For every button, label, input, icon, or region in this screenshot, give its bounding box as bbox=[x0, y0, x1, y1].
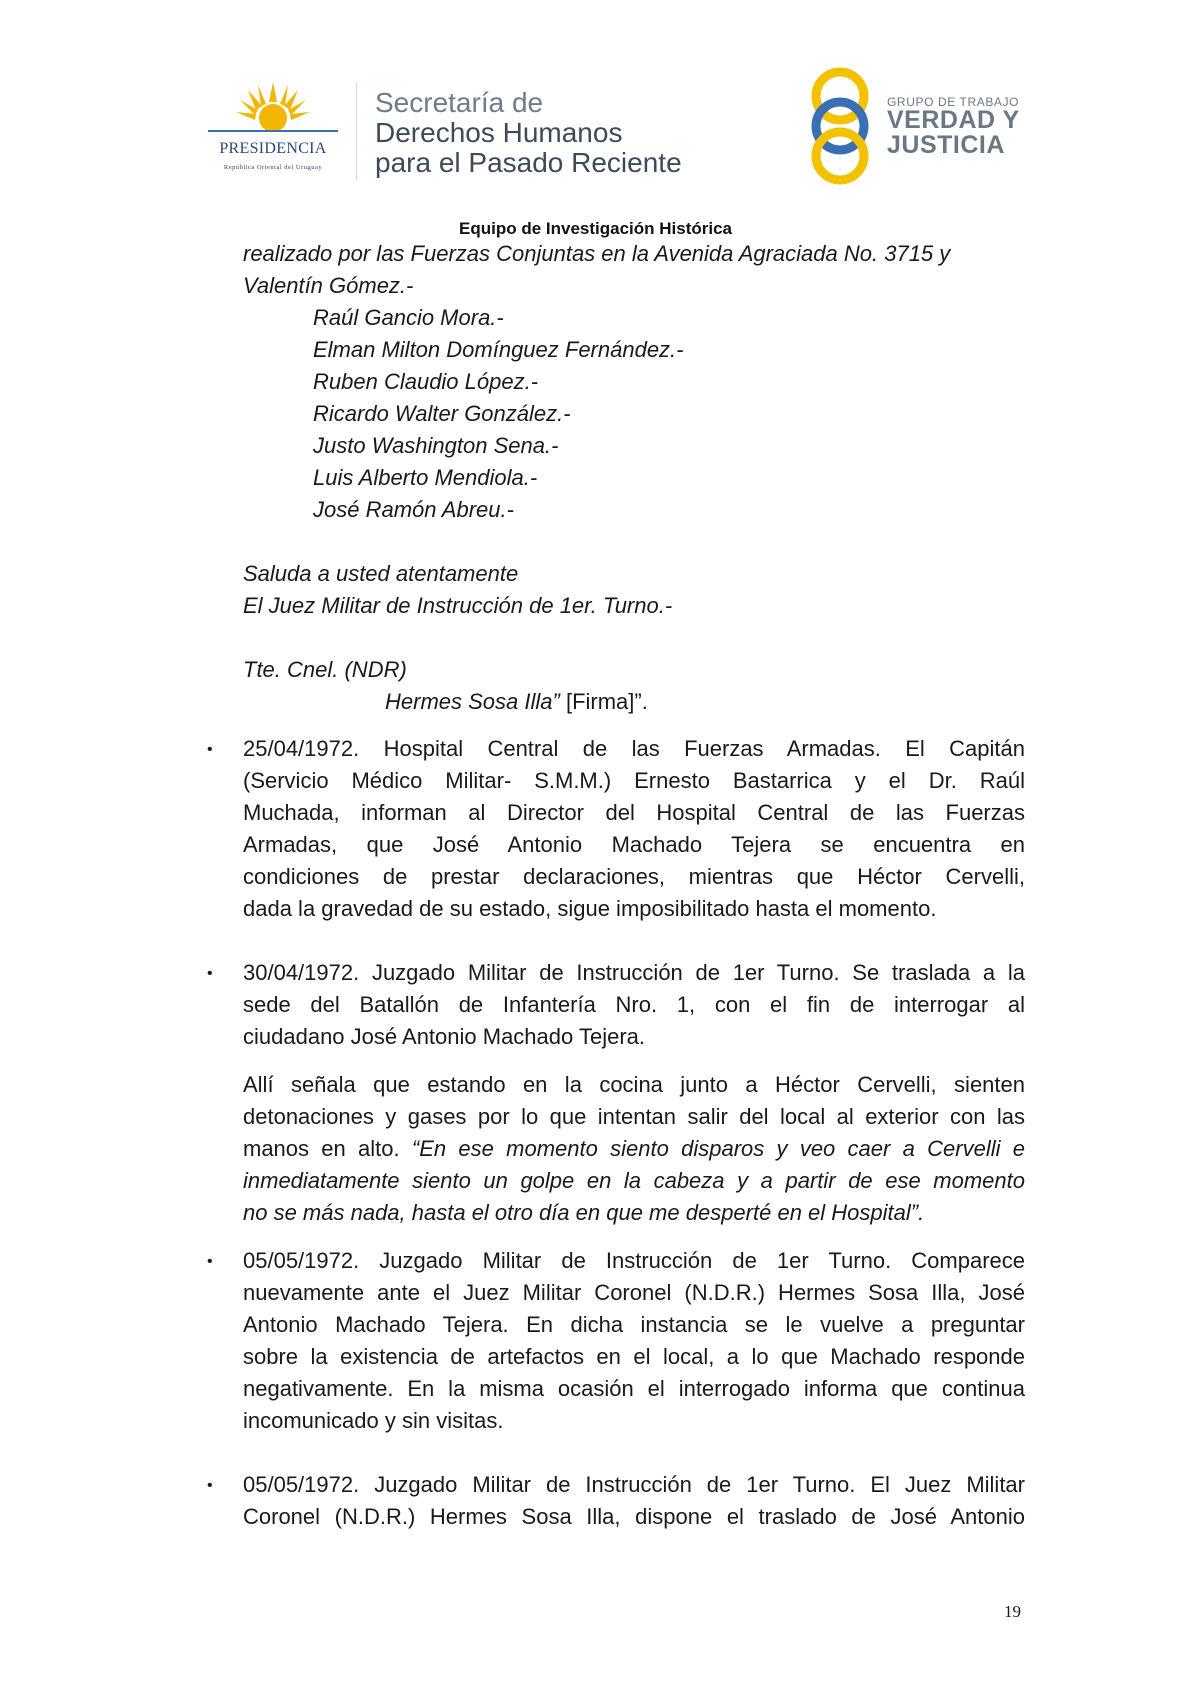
presidencia-subtitle: República Oriental del Uruguay bbox=[223, 164, 323, 171]
intro-line-2: Valentín Gómez.- bbox=[243, 273, 414, 298]
entry-1-line: dada la gravedad de su estado, sigue imposibilitado hasta el momento. bbox=[243, 896, 937, 921]
gtvj-subtitle: GRUPO DE TRABAJO bbox=[887, 95, 1020, 109]
entry-1-line: condiciones de prestar declaraciones, mientras que Héctor Cervelli, bbox=[243, 864, 1025, 889]
entry-3-line: sobre la existencia de artefactos en el local, a lo que Machado responde bbox=[243, 1344, 1025, 1369]
gtvj-title-line-2: JUSTICIA bbox=[887, 131, 1005, 159]
secretaria-line-3: para el Pasado Reciente bbox=[375, 147, 682, 178]
name-item: Justo Washington Sena.- bbox=[313, 433, 559, 458]
entry-2-line: ciudadano José Antonio Machado Tejera. bbox=[243, 1024, 645, 1049]
entry-1-line: (Servicio Médico Militar- S.M.M.) Ernesto Bastarrica y el Dr. Raúl bbox=[243, 768, 1025, 793]
entry-3-line: negativamente. En la misma ocasión el interrogado informa que continua bbox=[243, 1376, 1025, 1401]
bullet-icon: • bbox=[207, 1253, 213, 1270]
entry-2-para2-line bbox=[243, 1133, 1025, 1165]
signer-name: Hermes Sosa Illa” bbox=[385, 689, 560, 714]
name-item: Ricardo Walter González.- bbox=[313, 401, 571, 426]
page-number: 19 bbox=[1004, 1602, 1021, 1621]
closing-signature bbox=[385, 686, 648, 718]
entry-2-plain-text: manos en alto. bbox=[243, 1136, 412, 1161]
entry-2-para2-line: Allí señala que estando en la cocina junto a Héctor Cervelli, sienten bbox=[243, 1072, 1025, 1097]
secretaria-line-2: Derechos Humanos bbox=[375, 117, 623, 148]
entry-2-line: sede del Batallón de Infantería Nro. 1, con el fin de interrogar al bbox=[243, 992, 1025, 1017]
name-item: Luis Alberto Mendiola.- bbox=[313, 465, 538, 490]
entry-2-quote-start: “En ese momento siento disparos y veo caer a Cervelli e bbox=[411, 1136, 1025, 1161]
name-item: Raúl Gancio Mora.- bbox=[313, 305, 504, 330]
name-item: Ruben Claudio López.- bbox=[313, 369, 539, 394]
entry-2-quote-line: no se más nada, hasta el otro día en que me desperté en el Hospital”. bbox=[243, 1200, 925, 1225]
name-item: José Ramón Abreu.- bbox=[313, 497, 514, 522]
secretaria-line-1: Secretaría de bbox=[375, 87, 544, 118]
entry-2-quote-line: inmediatamente siento un golpe en la cabeza y a partir de ese momento bbox=[243, 1168, 1025, 1193]
bullet-icon: • bbox=[207, 1477, 213, 1494]
secretaria-logo-text bbox=[375, 88, 682, 178]
closing-juez: El Juez Militar de Instrucción de 1er. Turno.- bbox=[243, 593, 673, 618]
name-item: Elman Milton Domínguez Fernández.- bbox=[313, 337, 684, 362]
gtvj-title bbox=[887, 108, 1020, 158]
presidencia-title: PRESIDENCIA bbox=[219, 140, 327, 157]
entry-4-line: Coronel (N.D.R.) Hermes Sosa Illa, dispone el traslado de José Antonio bbox=[243, 1504, 1025, 1529]
entry-2-line: 30/04/1972. Juzgado Militar de Instrucción de 1er Turno. Se traslada a la bbox=[243, 960, 1025, 985]
entry-1-line: Armadas, que José Antonio Machado Tejera se encuentra en bbox=[243, 832, 1025, 857]
closing-rank: Tte. Cnel. (NDR) bbox=[243, 657, 407, 682]
entry-3-line: incomunicado y sin visitas. bbox=[243, 1408, 504, 1433]
entry-1-line: Muchada, informan al Director del Hospital Central de las Fuerzas bbox=[243, 800, 1025, 825]
intro-line-1: realizado por las Fuerzas Conjuntas en la Avenida Agraciada No. 3715 y bbox=[243, 241, 951, 266]
entry-1-line: 25/04/1972. Hospital Central de las Fuerzas Armadas. El Capitán bbox=[243, 736, 1025, 761]
bullet-icon: • bbox=[207, 741, 213, 758]
bullet-icon: • bbox=[207, 965, 213, 982]
presidencia-logo bbox=[198, 80, 348, 180]
entry-3-line: nuevamente ante el Juez Militar Coronel (N.D.R.) Hermes Sosa Illa, José bbox=[243, 1280, 1025, 1305]
header-divider bbox=[356, 82, 357, 180]
entry-3-line: 05/05/1972. Juzgado Militar de Instrucción de 1er Turno. Comparece bbox=[243, 1248, 1025, 1273]
entry-3-line: Antonio Machado Tejera. En dicha instancia se le vuelve a preguntar bbox=[243, 1312, 1025, 1337]
sun-icon bbox=[198, 80, 348, 140]
gtvj-title-line-1: VERDAD Y bbox=[887, 106, 1020, 134]
team-title: Equipo de Investigación Histórica bbox=[459, 219, 732, 238]
closing-saluda: Saluda a usted atentamente bbox=[243, 561, 519, 586]
firma-note: [Firma]”. bbox=[559, 689, 648, 714]
entry-4-line: 05/05/1972. Juzgado Militar de Instrucción de 1er Turno. El Juez Militar bbox=[243, 1472, 1025, 1497]
entry-2-para2-line: detonaciones y gases por lo que intentan salir del local al exterior con las bbox=[243, 1104, 1025, 1129]
